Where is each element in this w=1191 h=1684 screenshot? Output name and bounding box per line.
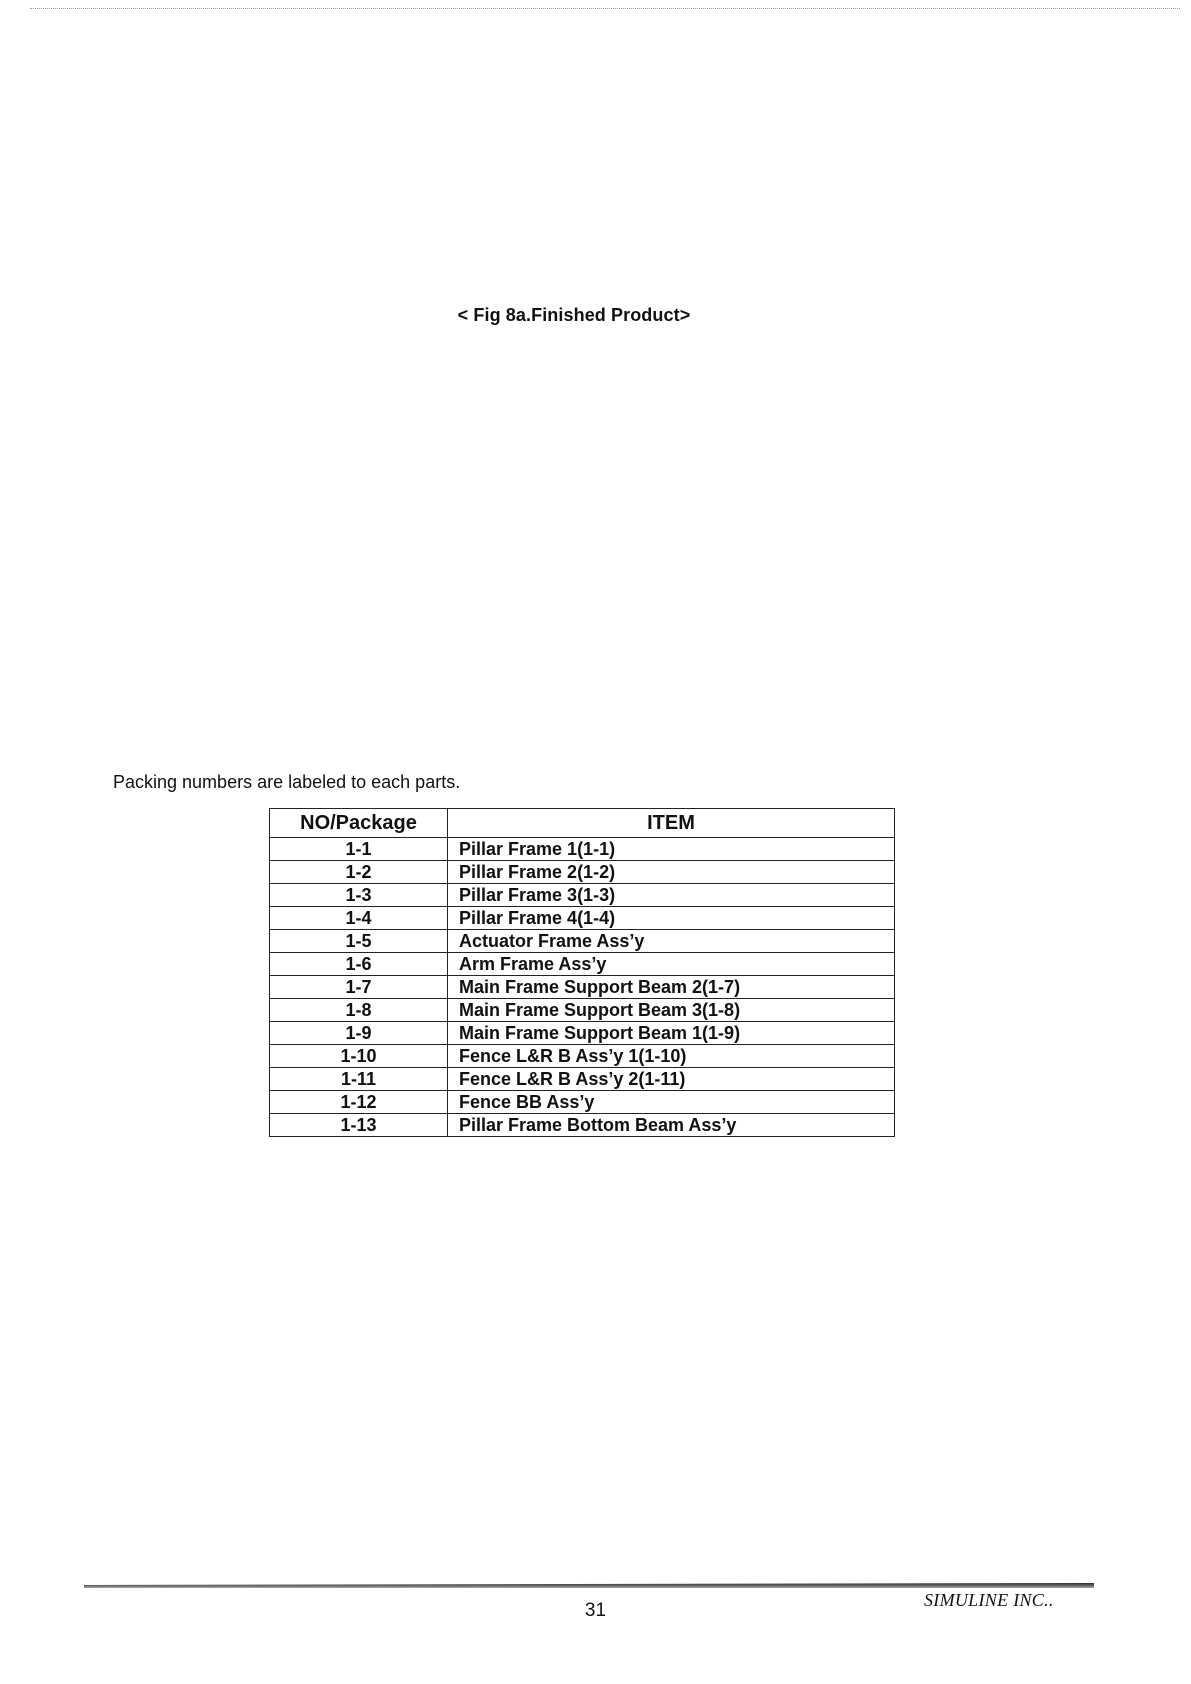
package-number-cell: 1-7 xyxy=(270,976,448,999)
package-number-cell: 1-6 xyxy=(270,953,448,976)
table-row xyxy=(270,1045,895,1068)
package-number-cell: 1-1 xyxy=(270,838,448,861)
table-row xyxy=(270,907,895,930)
item-name-cell: Main Frame Support Beam 2(1-7) xyxy=(448,976,895,999)
column-header-no-package: NO/Package xyxy=(270,809,448,838)
column-header-item: ITEM xyxy=(448,809,895,838)
table-row xyxy=(270,1022,895,1045)
intro-text: Packing numbers are labeled to each parts. xyxy=(113,772,461,792)
page-number: 31 xyxy=(584,1600,607,1621)
package-number-cell: 1-12 xyxy=(270,1091,448,1114)
figure-caption: < Fig 8a.Finished Product> xyxy=(457,305,691,325)
table-header-row xyxy=(270,809,895,838)
table-row xyxy=(270,1091,895,1114)
item-name-cell: Fence BB Ass’y xyxy=(448,1091,895,1114)
item-name-cell: Main Frame Support Beam 3(1-8) xyxy=(448,999,895,1022)
table-row xyxy=(270,953,895,976)
table-row xyxy=(270,1068,895,1091)
item-name-cell: Arm Frame Ass’y xyxy=(448,953,895,976)
table-row xyxy=(270,1114,895,1137)
package-number-cell: 1-13 xyxy=(270,1114,448,1137)
table-row xyxy=(270,976,895,999)
item-name-cell: Pillar Frame 4(1-4) xyxy=(448,907,895,930)
package-number-cell: 1-2 xyxy=(270,861,448,884)
package-number-cell: 1-10 xyxy=(270,1045,448,1068)
item-name-cell: Main Frame Support Beam 1(1-9) xyxy=(448,1022,895,1045)
table-row xyxy=(270,999,895,1022)
package-number-cell: 1-11 xyxy=(270,1068,448,1091)
item-name-cell: Pillar Frame 2(1-2) xyxy=(448,861,895,884)
item-name-cell: Fence L&R B Ass’y 1(1-10) xyxy=(448,1045,895,1068)
item-name-cell: Fence L&R B Ass’y 2(1-11) xyxy=(448,1068,895,1091)
item-name-cell: Pillar Frame Bottom Beam Ass’y xyxy=(448,1114,895,1137)
package-number-cell: 1-9 xyxy=(270,1022,448,1045)
table-row xyxy=(270,861,895,884)
table-row xyxy=(270,884,895,907)
table-row xyxy=(270,838,895,861)
package-number-cell: 1-3 xyxy=(270,884,448,907)
item-name-cell: Pillar Frame 3(1-3) xyxy=(448,884,895,907)
company-name: SIMULINE INC.. xyxy=(924,1590,1054,1610)
table-body xyxy=(270,838,895,1137)
top-dotted-rule xyxy=(30,8,1180,9)
package-number-cell: 1-5 xyxy=(270,930,448,953)
packing-table xyxy=(269,808,895,1137)
package-number-cell: 1-8 xyxy=(270,999,448,1022)
package-number-cell: 1-4 xyxy=(270,907,448,930)
table-row xyxy=(270,930,895,953)
footer-rule xyxy=(84,1583,1094,1588)
item-name-cell: Pillar Frame 1(1-1) xyxy=(448,838,895,861)
item-name-cell: Actuator Frame Ass’y xyxy=(448,930,895,953)
